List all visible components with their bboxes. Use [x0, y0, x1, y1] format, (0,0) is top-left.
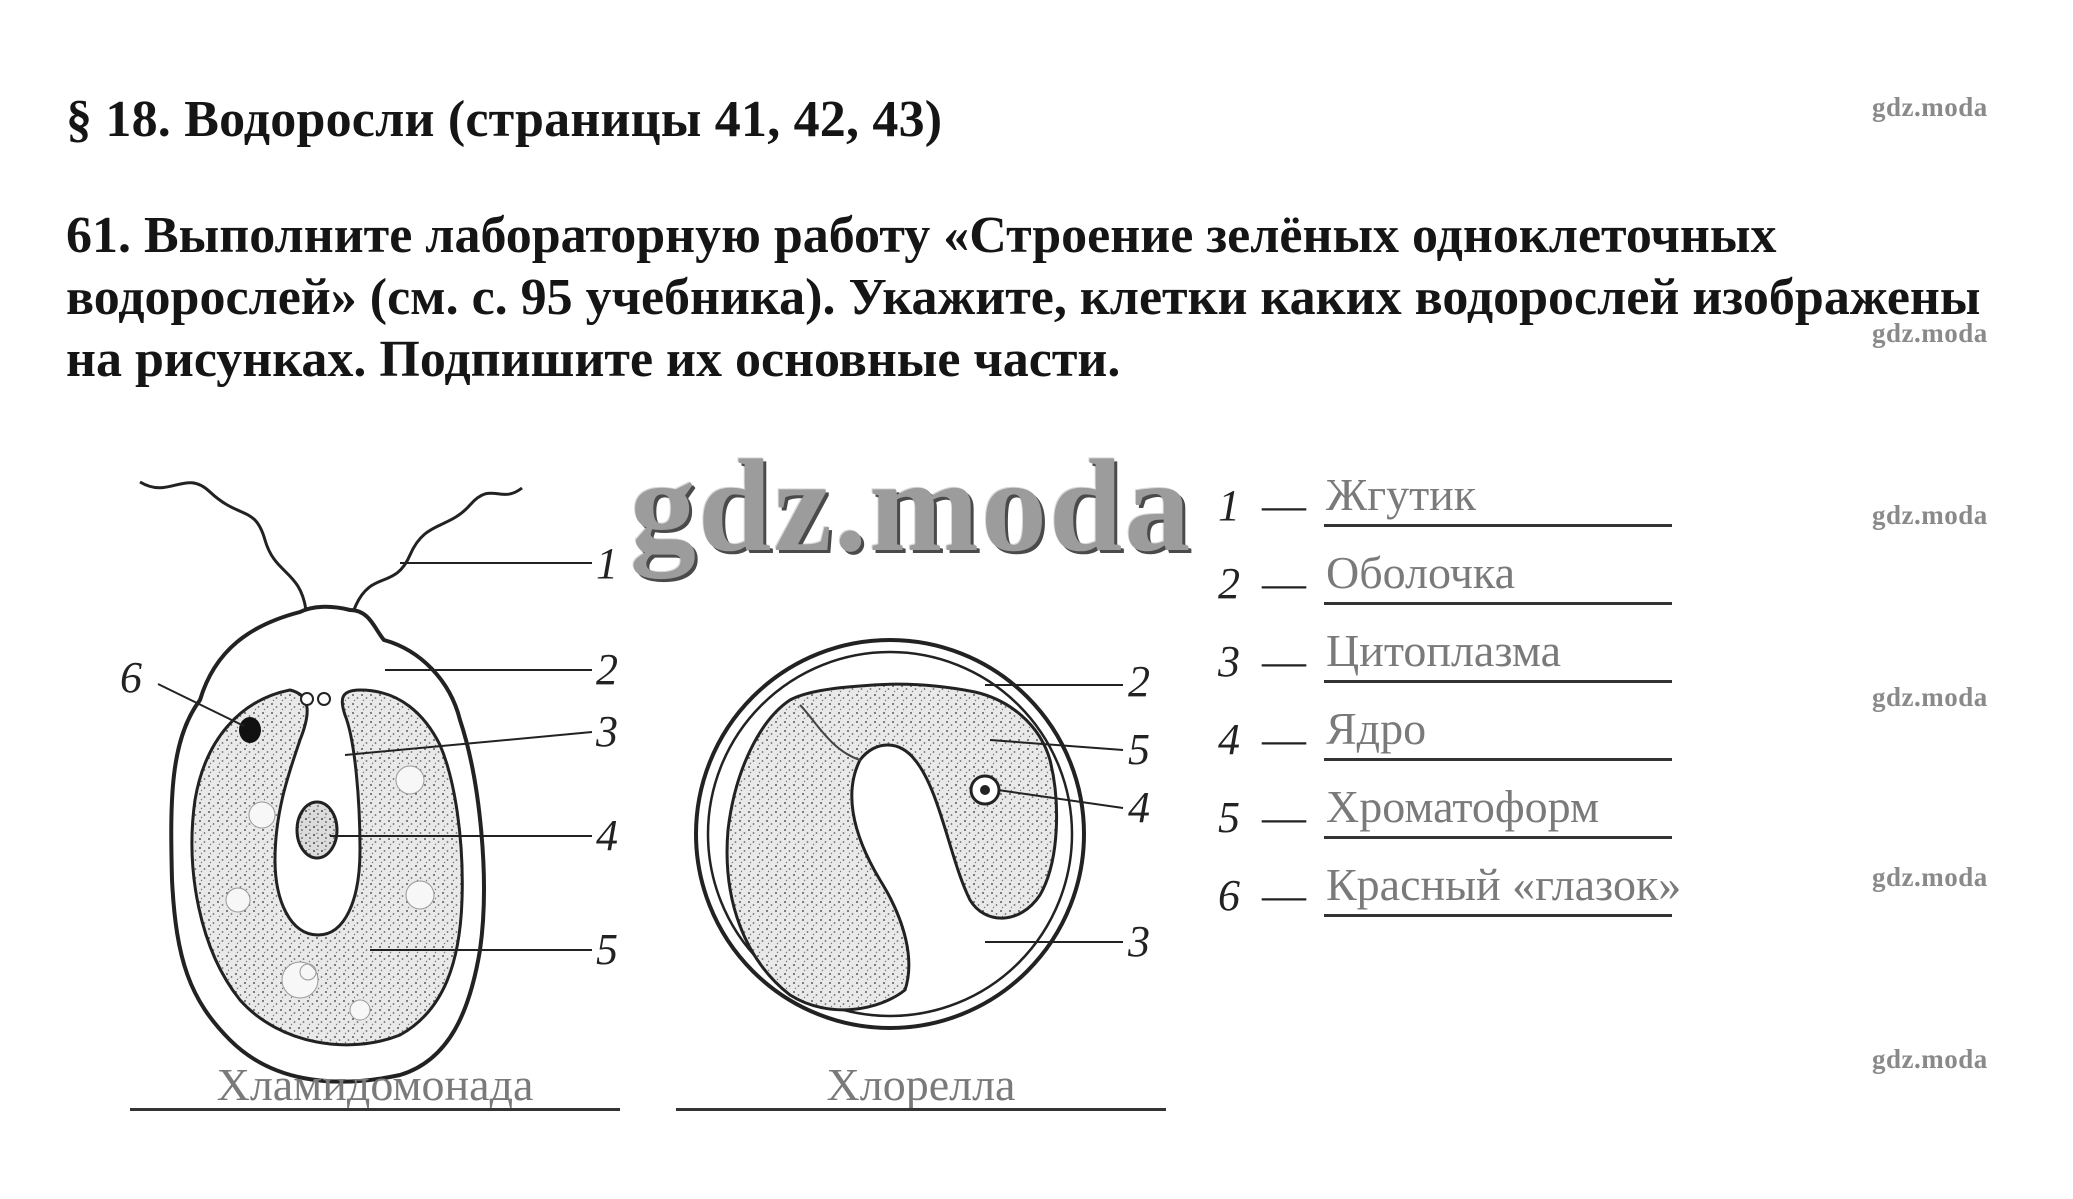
- answer-line: [1324, 680, 1672, 683]
- answer-row: [1218, 780, 1778, 840]
- answer-line: [1324, 758, 1672, 761]
- watermark-text: gdz.moda: [1872, 1044, 1988, 1074]
- answer-row: [1218, 858, 1778, 918]
- answer-value: Хроматоформ: [1326, 781, 1600, 832]
- answer-row: [1218, 546, 1778, 606]
- chlamydomonas-drawing: [140, 482, 592, 1082]
- answer-value: Цитоплазма: [1326, 625, 1562, 676]
- answer-number: 5: [1218, 793, 1240, 842]
- figure1-label: 2: [596, 645, 618, 694]
- answer-dash: —: [1262, 637, 1306, 686]
- eyespot: [239, 717, 261, 743]
- figure2-label: 4: [1128, 783, 1150, 832]
- answer-number: 6: [1218, 871, 1240, 920]
- figure2-label: 3: [1128, 917, 1150, 966]
- figure1-label: 3: [596, 707, 618, 756]
- answer-value: Оболочка: [1326, 547, 1515, 598]
- answer-line: [1324, 914, 1672, 917]
- answer-number: 2: [1218, 559, 1240, 608]
- answer-line: [1324, 836, 1672, 839]
- figure2-label: 5: [1128, 725, 1150, 774]
- watermark-text: gdz.moda: [1872, 318, 1988, 348]
- answer-line: [1324, 602, 1672, 605]
- page-title: § 18. Водоросли (страницы 41, 42, 43): [66, 91, 943, 148]
- answer-line: [1324, 524, 1672, 527]
- answer-row: [1218, 702, 1778, 762]
- answer-dash: —: [1262, 559, 1306, 608]
- figure1-caption-line: [130, 1108, 620, 1111]
- figure1-label: 6: [120, 653, 142, 702]
- watermark-text: gdz.moda: [1872, 682, 1988, 712]
- figure1-label: 1: [596, 539, 618, 588]
- answer-dash: —: [1262, 871, 1306, 920]
- watermark-text: gdz.moda: [1872, 862, 1988, 892]
- figure2-caption-line: [676, 1108, 1166, 1111]
- figure2-label: 2: [1128, 657, 1150, 706]
- chlorella-drawing: [696, 640, 1123, 1028]
- watermark-text: gdz.moda: [1872, 500, 1988, 530]
- answer-number: 4: [1218, 715, 1240, 764]
- figure1-label: 4: [596, 811, 618, 860]
- figure1-label: 5: [596, 925, 618, 974]
- answer-value: Ядро: [1326, 703, 1427, 754]
- watermark-text: gdz.moda: [1872, 92, 1988, 122]
- answer-row: [1218, 468, 1778, 528]
- answer-number: 1: [1218, 481, 1240, 530]
- answer-value: Жгутик: [1326, 469, 1477, 520]
- figure2-caption: Хлорелла: [826, 1059, 1016, 1110]
- nucleus: [297, 802, 337, 858]
- answer-dash: —: [1262, 793, 1306, 842]
- answer-dash: —: [1262, 715, 1306, 764]
- figure1-caption: Хламидомонада: [216, 1059, 534, 1110]
- answer-row: [1218, 624, 1778, 684]
- answer-dash: —: [1262, 481, 1306, 530]
- task-text: 61. Выполните лабораторную работу «Строение зелёных одноклеточных водорослей» (см. с. 95 учебника). Укажите, клетки каких водорослей изображены на рисунках. Подпишите их основные части.: [66, 207, 1981, 388]
- watermark-logo: gdz.moda: [630, 432, 1193, 579]
- answer-number: 3: [1218, 637, 1240, 686]
- answer-value: Красный «глазок»: [1326, 859, 1682, 910]
